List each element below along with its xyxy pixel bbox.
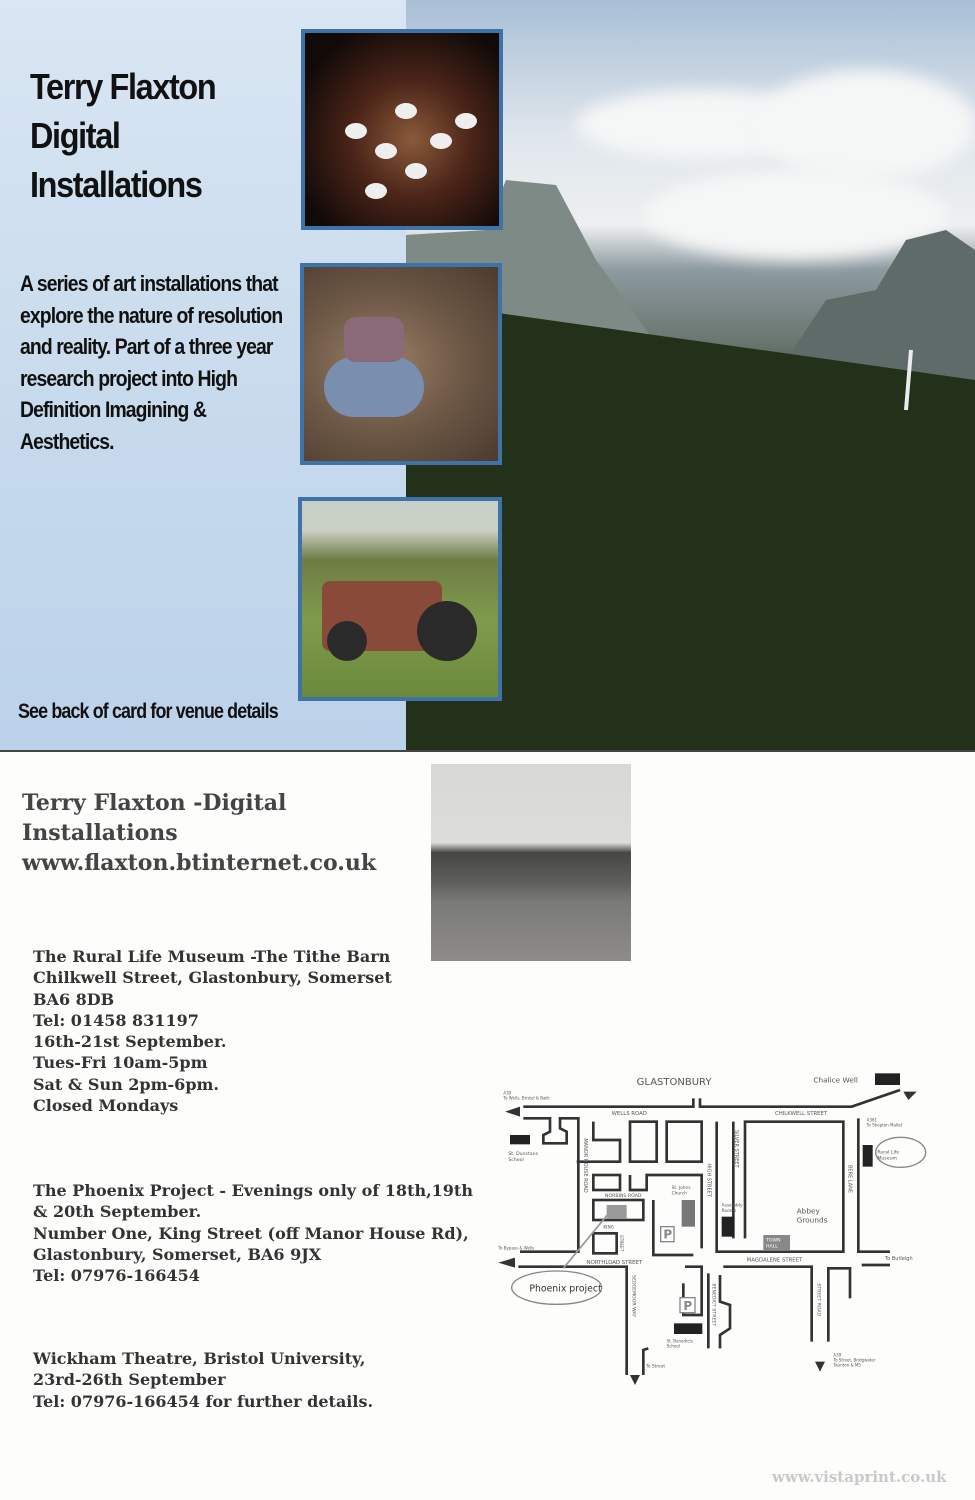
back-header (22, 788, 376, 878)
map-label: A39 (503, 1090, 512, 1096)
map-label: To Shepton Mallet (866, 1122, 903, 1128)
header-line: Installations (22, 820, 178, 846)
chalice-well-marker (875, 1073, 900, 1085)
card-divider (0, 750, 975, 752)
venue-line: 23rd-26th September (33, 1370, 226, 1390)
website-link[interactable]: www.flaxton.btinternet.co.uk (22, 850, 377, 876)
map-label: To Street, Bridgwater (833, 1357, 876, 1363)
title-line: Digital (30, 115, 120, 156)
museum-marker (863, 1145, 873, 1167)
map-label: St. Dunstans (508, 1152, 539, 1157)
title-line: Terry Flaxton (30, 66, 216, 107)
front-footer: See back of card for venue details (18, 700, 278, 723)
parking-label: P (683, 1299, 693, 1313)
map-label: NORBINS ROAD (605, 1194, 642, 1199)
map-label: SEDGEMOOR WAY (630, 1275, 636, 1318)
map-title: GLASTONBURY (636, 1077, 712, 1088)
map-label: HALL (766, 1244, 778, 1250)
tractor-photo (298, 497, 502, 701)
venue-line: Closed Mondays (33, 1096, 179, 1116)
assembly-rooms-marker (722, 1217, 735, 1237)
crouching-figure-photo (300, 263, 502, 465)
map-label: To Street (646, 1364, 666, 1370)
venue-line: Tel: 07976-166454 for further details. (33, 1391, 374, 1411)
map-label: A361 (866, 1117, 878, 1123)
venue-line: & 20th September. (33, 1202, 202, 1222)
venue-line: BA6 8DB (33, 989, 115, 1009)
map-label: Grounds (796, 1215, 828, 1225)
map-label: CHILKWELL STREET (775, 1111, 828, 1117)
st-benedicts-marker (674, 1323, 702, 1334)
map-label: STREET (618, 1235, 623, 1252)
map-label: Museum (877, 1156, 898, 1162)
printer-credit: www.vistaprint.co.uk (772, 1468, 947, 1486)
map-label: Chalice Well (813, 1075, 858, 1085)
phoenix-project-label: Phoenix project (529, 1283, 602, 1295)
venue-rural-life-museum (33, 946, 392, 1116)
map-label: To Butleigh (885, 1256, 913, 1262)
map-label: STREET ROAD (815, 1283, 821, 1317)
map-label: Taunton & M5 (833, 1362, 861, 1368)
map-label: St. Benedicts (666, 1338, 694, 1344)
church-icon (682, 1200, 695, 1227)
map-label: MANOR HOUSE ROAD (582, 1138, 588, 1193)
map-label: TOWN (766, 1238, 781, 1244)
venue-line: 16th-21st September. (33, 1032, 227, 1052)
venue-line: Sat & Sun 2pm-6pm. (33, 1074, 219, 1094)
map-label: St. Johns (671, 1186, 691, 1191)
venue-line: Tel: 01458 831197 (33, 1010, 199, 1030)
venue-line: Wickham Theatre, Bristol University, (33, 1349, 366, 1368)
map-label: Abbey (796, 1206, 820, 1216)
map-label: HIGH STREET (705, 1163, 712, 1197)
map-label: School (508, 1158, 524, 1163)
map-label: To Bypass & Wells (498, 1245, 535, 1251)
venue-wickham-theatre (33, 1348, 373, 1412)
front-title (30, 62, 215, 209)
glastonbury-tor-photo (431, 764, 631, 961)
map-label: BENEDICT STREET (710, 1283, 716, 1327)
map-label: MAGDALENE STREET (746, 1257, 803, 1264)
venue-line: The Rural Life Museum -The Tithe Barn (33, 947, 391, 966)
location-map (490, 1065, 940, 1385)
front-description: A series of art installations that explore the nature of resolution and reality. Part of a three year research project into High Definition Imagining & Aesthetics. (20, 271, 283, 454)
map-label: NORTHLOAD STREET (586, 1260, 643, 1266)
map-label: A39 (833, 1352, 842, 1358)
banquet-table-photo (301, 29, 503, 230)
title-line: Installations (30, 164, 202, 205)
map-label: KING (603, 1225, 615, 1231)
map-label: WELLS ROAD (611, 1111, 647, 1117)
map-label: BERE LANE (846, 1165, 853, 1194)
map-label: Rural Life (877, 1150, 900, 1156)
school-marker (510, 1135, 530, 1144)
map-label: School (666, 1343, 680, 1349)
venue-line: Tel: 07976-166454 (33, 1266, 200, 1286)
venue-line: Glastonbury, Somerset, BA6 9JX (33, 1244, 322, 1264)
map-label: SILVER STREET (733, 1130, 739, 1168)
map-label: Assembly (721, 1203, 743, 1209)
venue-line: Chilkwell Street, Glastonbury, Somerset (33, 968, 392, 988)
venue-phoenix-project (33, 1180, 473, 1286)
header-line: Terry Flaxton -Digital (22, 790, 287, 816)
venue-line: Tues-Fri 10am-5pm (33, 1053, 208, 1073)
parking-label: P (663, 1227, 673, 1242)
venue-line: Number One, King Street (off Manor House Rd), (33, 1223, 469, 1243)
map-roads (518, 1090, 900, 1375)
map-label: Church (671, 1191, 687, 1197)
map-label: To Wells, Bristol & Bath (503, 1095, 550, 1101)
venue-line: The Phoenix Project - Evenings only of 18th,19th (33, 1181, 473, 1200)
map-label: Rooms (721, 1209, 737, 1214)
